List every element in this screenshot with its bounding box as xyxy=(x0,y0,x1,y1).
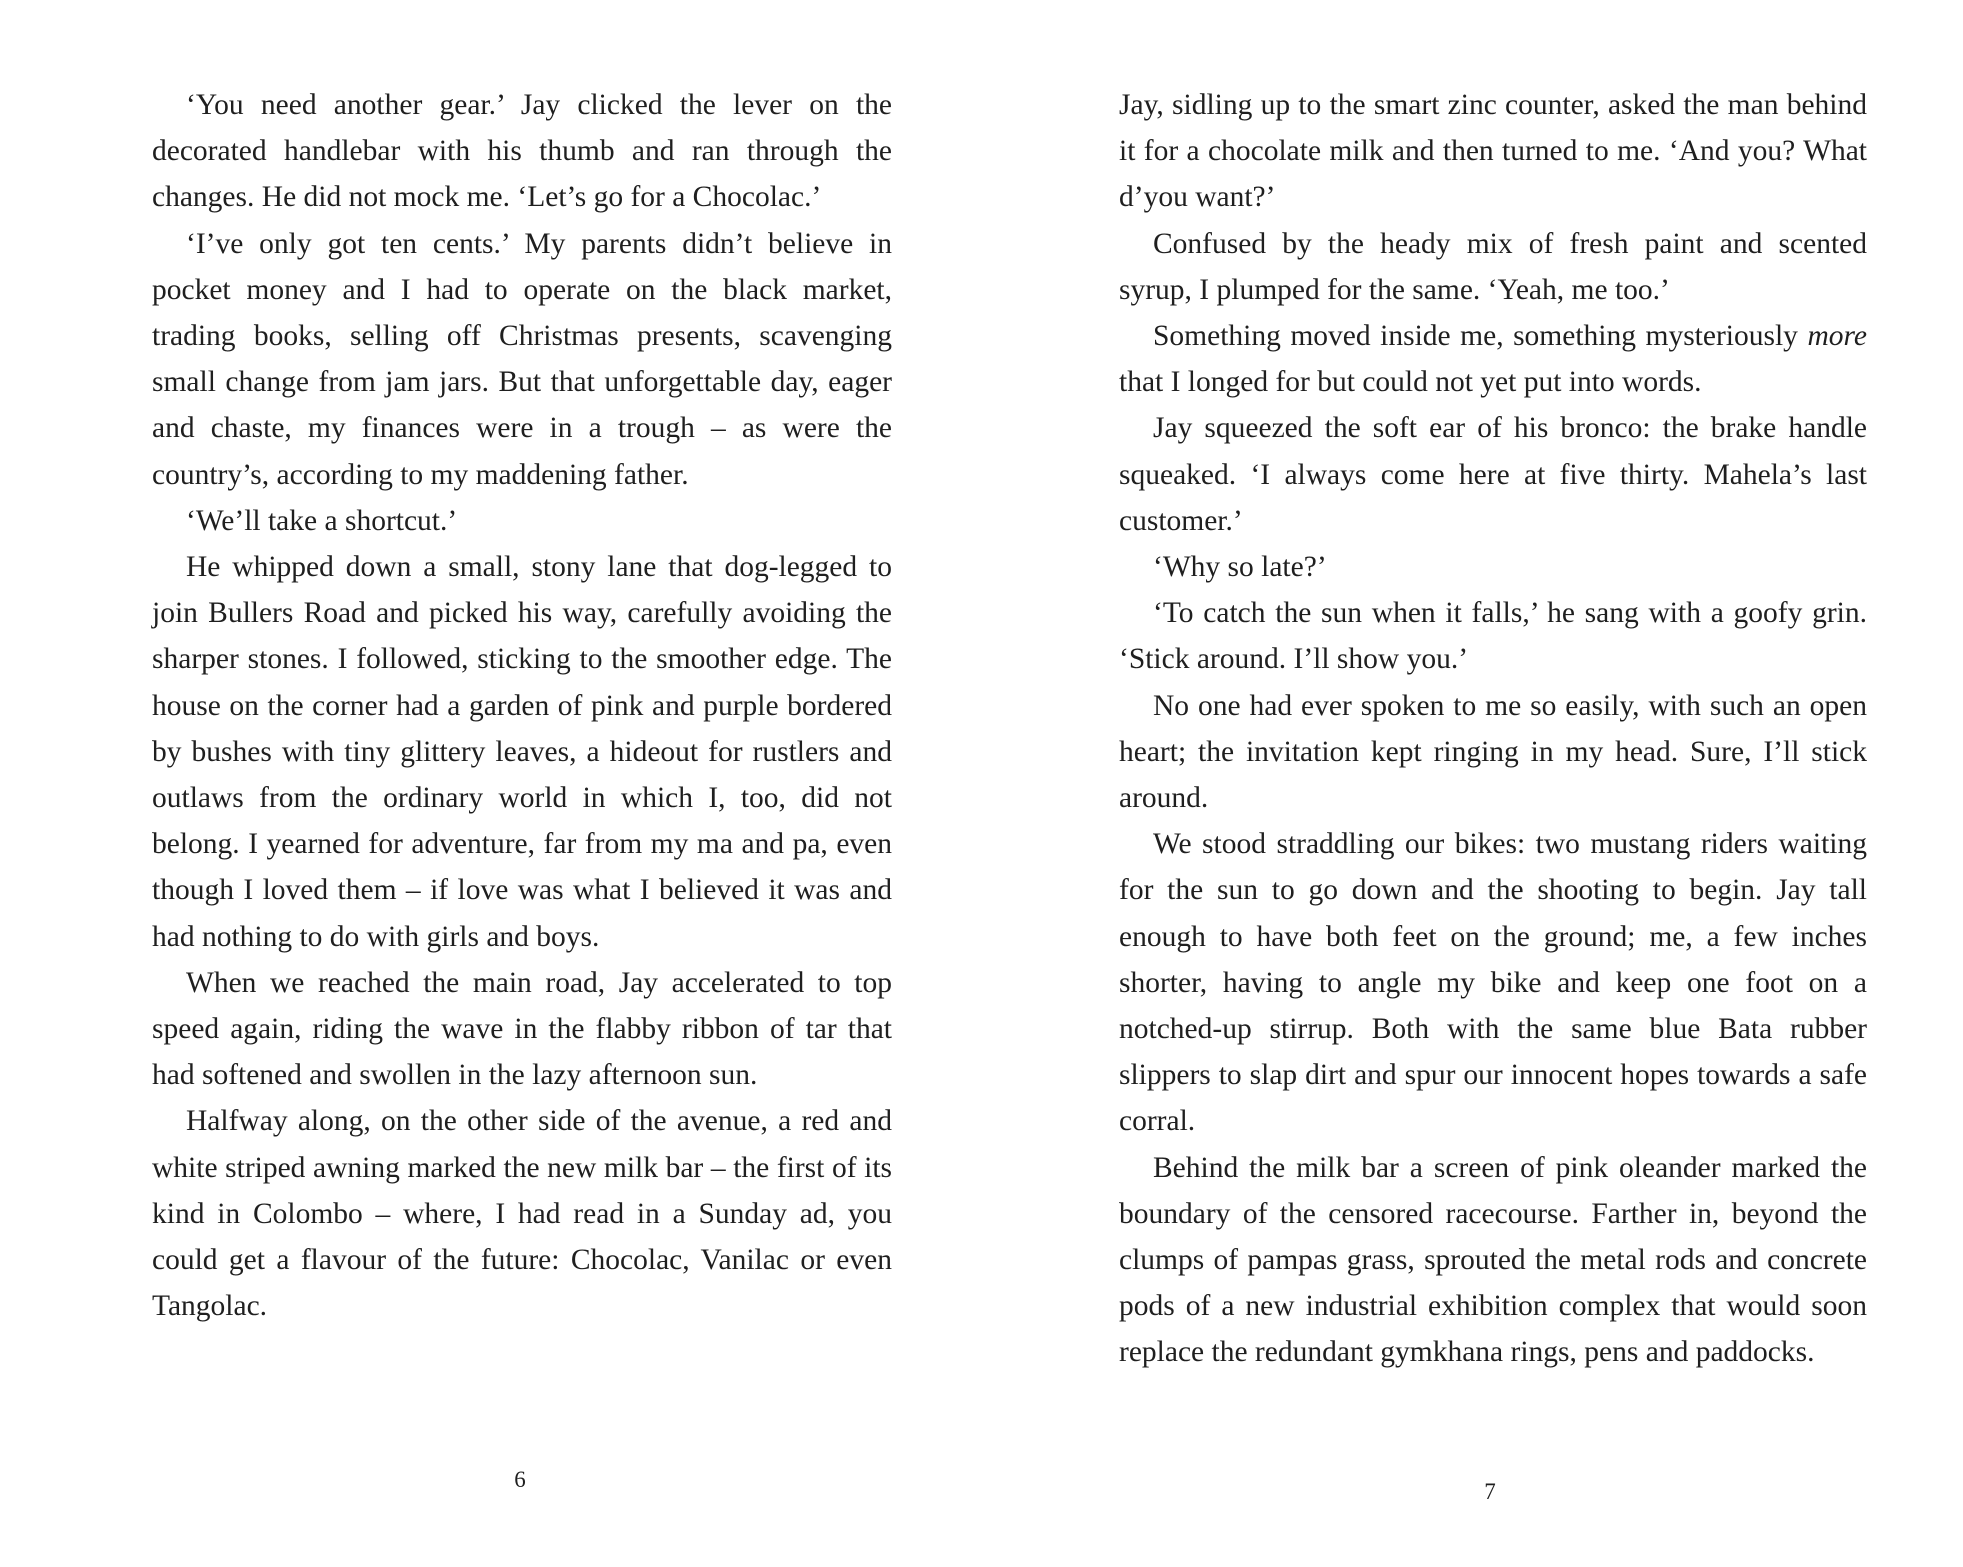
page-number-left: 6 xyxy=(514,1467,526,1492)
paragraph: He whipped down a small, stony lane that dog-legged to join Bullers Road and picked his way, carefully avoiding the sharper stones. I followed, sticking to the smoother edge. The house on the corner had a garden of pink and purple bordered by bushes with tiny glittery leaves, a hideout for rustlers and outlaws from the ordinary world in which I, too, did not belong. I yearned for adventure, far from my ma and pa, even though I loved them – if love was what I believed it was and had nothing to do with girls and boys. xyxy=(152,551,892,953)
paragraph: We stood straddling our bikes: two mustang riders waiting for the sun to go down and the shooting to begin. Jay tall enough to have both feet on the ground; me, a few inches shorter, having to angle my bike and keep one foot on a notched-up stirrup. Both with the same blue Bata rubber slippers to slap dirt and spur our innocent hopes towards a safe corral. xyxy=(1119,828,1867,1138)
right-page xyxy=(1119,82,1867,1376)
paragraph: ‘To catch the sun when it falls,’ he sang with a goofy grin. ‘Stick around. I’ll show you.’ xyxy=(1119,597,1867,676)
paragraph: When we reached the main road, Jay accelerated to top speed again, riding the wave in the flabby ribbon of tar that had softened and swollen in the lazy afternoon sun. xyxy=(152,966,892,1092)
paragraph: ‘You need another gear.’ Jay clicked the lever on the decorated handlebar with his thumb and ran through the changes. He did not mock me. ‘Let’s go for a Chocolac.’ xyxy=(152,89,892,214)
text-run: that I longed for but could not yet put into words. xyxy=(1119,366,1702,399)
paragraph-with-italic xyxy=(1119,313,1867,405)
paragraph: Jay squeezed the soft ear of his bronco: the brake handle squeaked. ‘I always come here at five thirty. Mahela’s last customer.’ xyxy=(1119,412,1867,537)
italic-word: more xyxy=(1807,320,1868,353)
paragraph: Jay, sidling up to the smart zinc counter, asked the man behind it for a chocolate milk and then turned to me. ‘And you? What d’you want?’ xyxy=(1119,89,1867,214)
paragraph: No one had ever spoken to me so easily, with such an open heart; the invitation kept ringing in my head. Sure, I’ll stick around. xyxy=(1119,689,1867,815)
paragraph: ‘Why so late?’ xyxy=(1153,551,1327,584)
left-page xyxy=(152,82,892,1329)
paragraph: Halfway along, on the other side of the avenue, a red and white striped awning marked the new milk bar – the first of its kind in Colombo – where, I had read in a Sunday ad, you could get a flavour of the future: Chocolac, Vanilac or even Tangolac. xyxy=(152,1105,892,1323)
paragraph: Confused by the heady mix of fresh paint and scented syrup, I plumped for the same. ‘Yeah, me too.’ xyxy=(1119,227,1867,306)
paragraph: Behind the milk bar a screen of pink oleander marked the boundary of the censored racecourse. Farther in, beyond the clumps of pampas grass, sprouted the metal rods and concrete pods of a new industrial exhibition complex that would soon replace the redundant gymkhana rings, pens and paddocks. xyxy=(1119,1151,1867,1369)
paragraph: ‘We’ll take a shortcut.’ xyxy=(186,504,458,537)
text-run: Something moved inside me, something mysteriously xyxy=(1153,320,1798,353)
paragraph: ‘I’ve only got ten cents.’ My parents didn’t believe in pocket money and I had to operate on the black market, trading books, selling off Christmas presents, scavenging small change from jam jars. But that unforgettable day, eager and chaste, my finances were in a trough – as were the country’s, according to my maddening father. xyxy=(152,227,892,491)
page-number-right: 7 xyxy=(1484,1479,1496,1504)
